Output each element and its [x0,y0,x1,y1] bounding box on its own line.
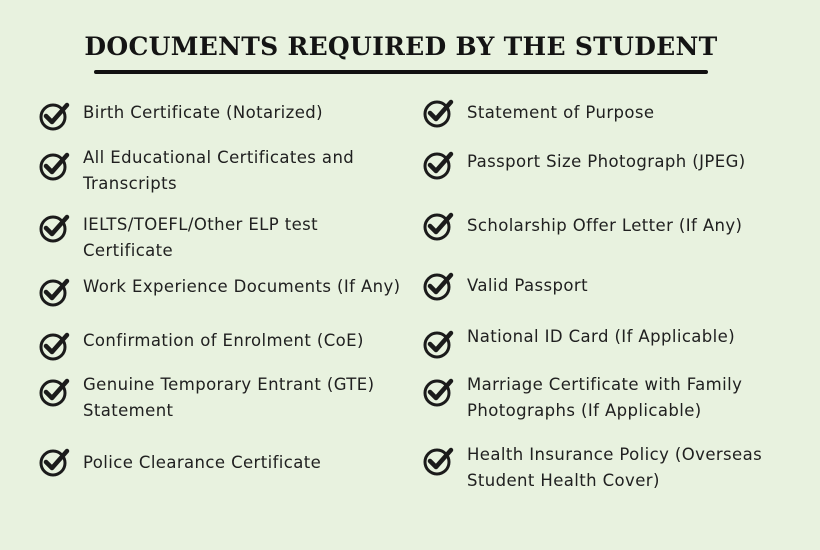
item-label [467,273,588,299]
item-label [467,442,762,494]
item-label [467,213,742,239]
item-label [83,100,323,126]
item-line: All Educational Certificates and [83,148,355,167]
check-circle-icon [38,100,70,132]
check-circle-icon [38,446,70,478]
page-title: DOCUMENTS REQUIRED BY THE STUDENT [84,32,718,61]
item-line: Confirmation of Enrolment (CoE) [83,331,364,350]
item-line: National ID Card (If Applicable) [467,327,736,346]
check-circle-icon [422,445,454,477]
item-line: Valid Passport [467,276,588,295]
item-line: Police Clearance Certificate [83,453,322,472]
item-label [83,372,374,424]
item-label [467,100,654,126]
check-circle-icon [422,97,454,129]
item-line: Passport Size Photograph (JPEG) [467,152,746,171]
check-circle-icon [38,150,70,182]
check-circle-icon [422,270,454,302]
check-circle-icon [422,210,454,242]
item-line-2: Certificate [83,241,174,260]
item-label [467,324,735,350]
item-line: Work Experience Documents (If Any) [83,277,401,296]
check-circle-icon [38,276,70,308]
item-label [83,328,364,354]
check-circle-icon [422,149,454,181]
item-line-2: Transcripts [83,174,177,193]
item-label [83,450,321,476]
item-label [83,145,354,197]
item-line-2: Student Health Cover) [467,471,660,490]
check-circle-icon [38,376,70,408]
item-line: Statement of Purpose [467,103,655,122]
title-underline [94,70,708,74]
item-line: Marriage Certificate with Family [467,375,743,394]
item-line: Health Insurance Policy (Overseas [467,445,763,464]
item-line: IELTS/TOEFL/Other ELP test [83,215,319,234]
item-line-2: Photographs (If Applicable) [467,401,702,420]
item-label [83,274,401,300]
item-line: Scholarship Offer Letter (If Any) [467,216,743,235]
item-line-2: Statement [83,401,174,420]
check-circle-icon [38,212,70,244]
check-circle-icon [422,376,454,408]
item-line: Genuine Temporary Entrant (GTE) [83,375,375,394]
item-label [467,149,746,175]
item-label [83,212,318,264]
check-circle-icon [422,328,454,360]
item-label [467,372,742,424]
check-circle-icon [38,330,70,362]
item-line: Birth Certificate (Notarized) [83,103,323,122]
